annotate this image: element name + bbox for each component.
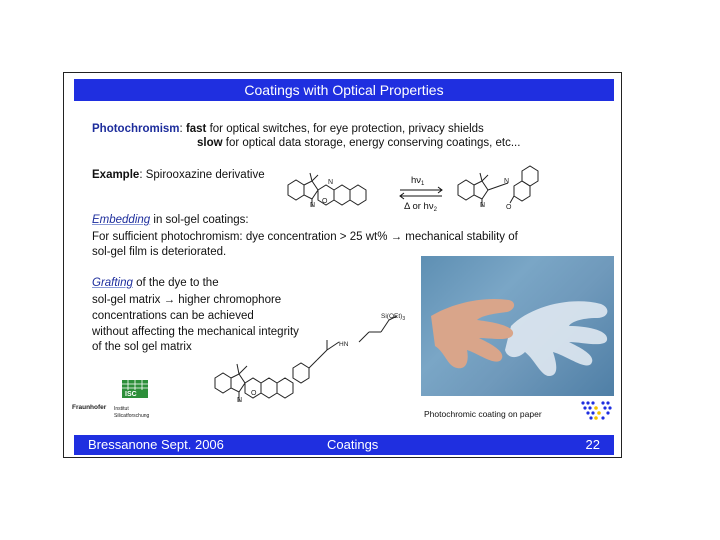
embedding-line-2: For sufficient photochromism: dye concentration > 25 wt% → mechanical stability of	[92, 231, 518, 243]
footer-center: Coatings	[327, 437, 379, 452]
dot-cluster-icon	[579, 399, 615, 423]
grafting-line-5: of the sol gel matrix	[92, 341, 192, 353]
grafting-text: of the dye to the	[132, 277, 219, 289]
embedding-line-3: sol-gel film is deteriorated.	[92, 246, 227, 258]
slow-text: for optical data storage, energy conserving coatings, etc...	[222, 137, 521, 149]
grafted-n-label: N	[237, 397, 243, 404]
open-n2-label: N	[504, 178, 510, 185]
closed-o-label: O	[322, 198, 328, 205]
photochromism-label: Photochromism	[92, 123, 180, 135]
embedding-label: Embedding	[92, 214, 151, 226]
fraunhofer-text: Fraunhofer	[72, 404, 107, 411]
embedding-text: in sol-gel coatings:	[150, 214, 249, 226]
footer-page-number: 22	[585, 437, 600, 452]
institut-text: Institut	[114, 406, 129, 412]
slide	[63, 72, 622, 458]
grafting-line-2: sol-gel matrix → higher chromophore	[92, 294, 282, 306]
institut-text-2: Silicatforschung	[114, 413, 150, 419]
footer-left: Bressanone Sept. 2006	[88, 437, 224, 452]
grafting-label: Grafting	[92, 277, 133, 289]
si-label: $Si(OEt)_3$	[381, 313, 406, 322]
isc-text: ISC	[125, 391, 137, 398]
fast-word: fast	[185, 123, 207, 135]
open-form-structure	[458, 166, 538, 207]
spirooxazine-reaction-diagram	[282, 163, 582, 221]
example-label: Example	[92, 169, 140, 181]
example-line	[92, 168, 265, 182]
photochromic-paper-photo	[421, 256, 614, 396]
grafting-line	[92, 276, 219, 290]
open-n-label: N	[480, 202, 486, 209]
arrow-top-label: $h\nu_1$	[411, 175, 425, 187]
closed-n-label: N	[310, 202, 316, 209]
grafted-molecule-diagram	[209, 306, 419, 416]
grafting-line-4: without affecting the mechanical integrity	[92, 326, 299, 338]
closed-n2-label: N	[328, 179, 334, 186]
grafted-o-label: O	[251, 390, 257, 397]
hn-label: HN	[339, 341, 349, 348]
grafting-line-3: concentrations can be achieved	[92, 310, 254, 322]
photochromism-colon: :	[179, 123, 186, 135]
slide-footer-bar	[74, 435, 614, 455]
fraunhofer-isc-logo	[72, 378, 152, 426]
slide-title: Coatings with Optical Properties	[244, 82, 444, 98]
photochromism-line	[92, 122, 484, 136]
fast-text: for optical switches, for eye protection, privacy shields	[206, 123, 484, 135]
example-text: : Spirooxazine derivative	[139, 169, 265, 181]
open-o-label: O	[506, 204, 512, 211]
hand-print-illustration	[421, 256, 614, 396]
slide-title-bar	[74, 79, 614, 101]
photo-caption: Photochromic coating on paper	[424, 409, 542, 419]
arrow-bottom-label: Δ or $h\nu_2$	[404, 201, 437, 213]
slow-word: slow	[197, 137, 223, 149]
slow-line	[197, 136, 520, 150]
embedding-line	[92, 213, 249, 227]
